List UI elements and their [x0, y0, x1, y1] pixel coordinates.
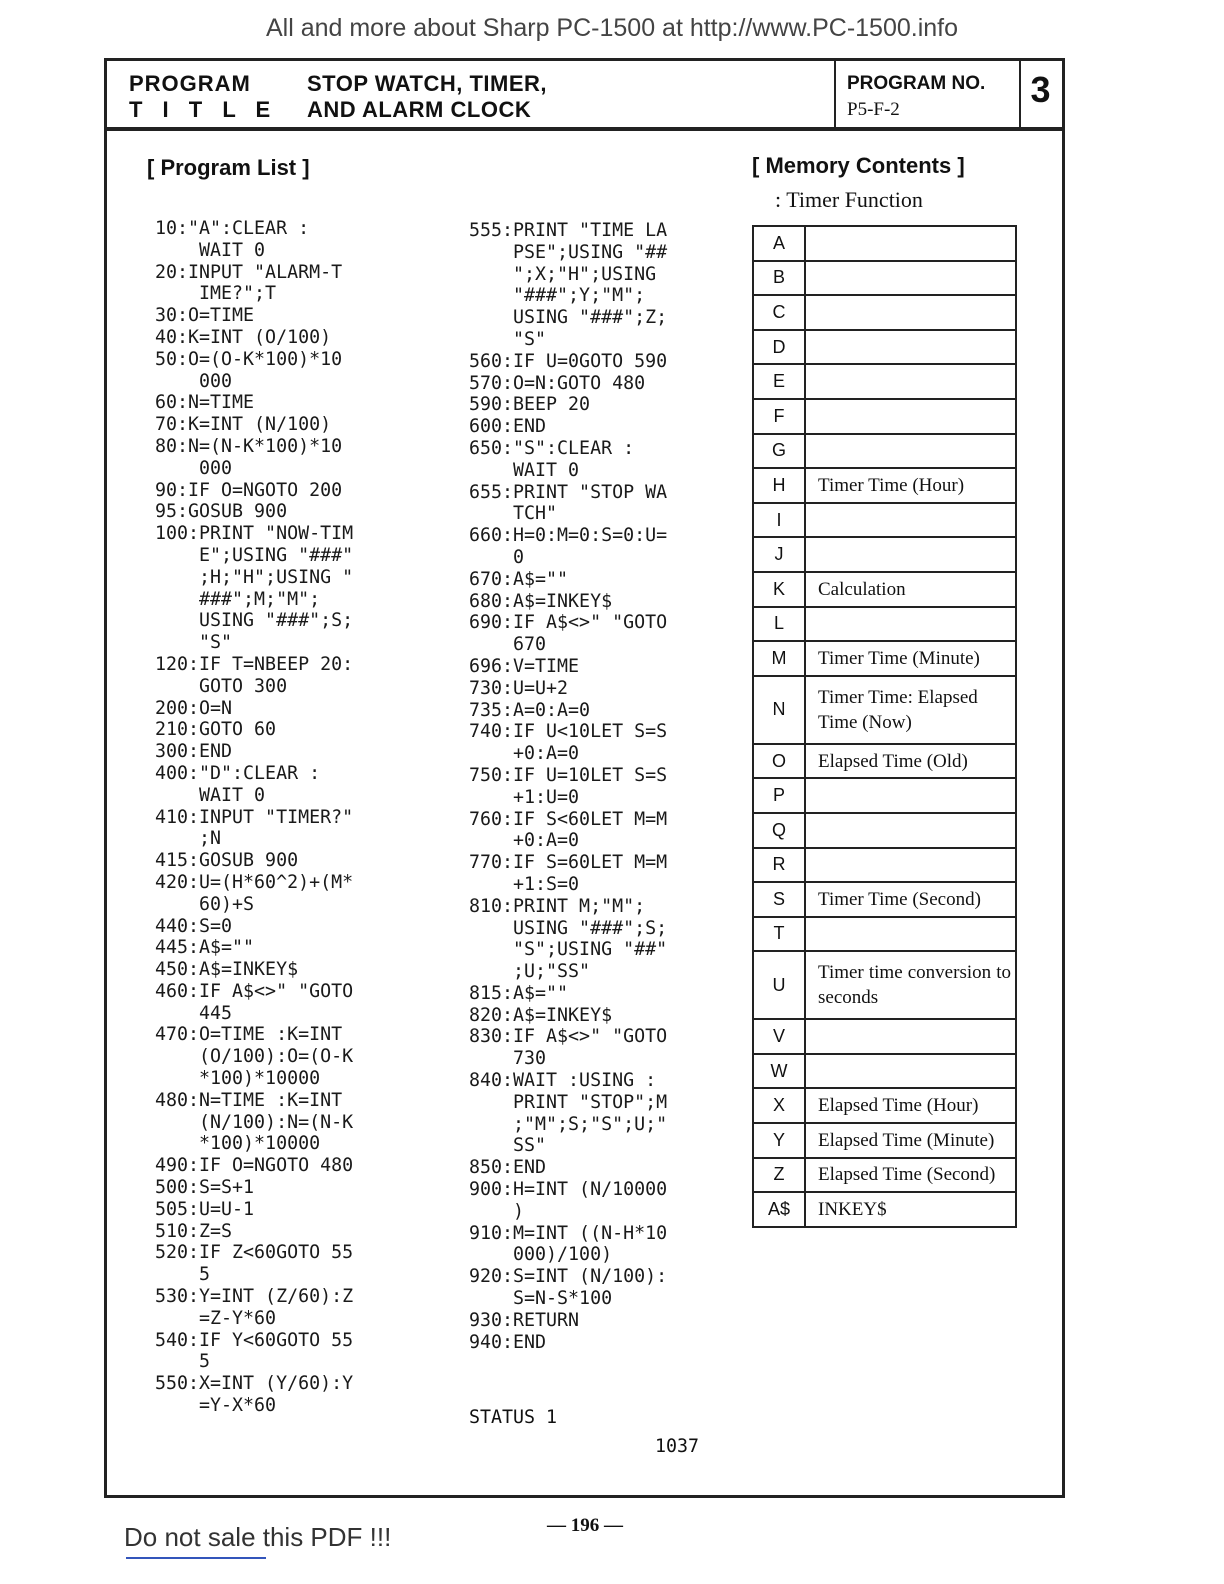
code-line: 910:M=INT ((N-H*10 [469, 1222, 668, 1244]
code-line: 5 [155, 1351, 211, 1373]
code-line: 300:END [155, 741, 233, 763]
memory-description: Elapsed Time (Hour) [805, 1088, 1016, 1123]
memory-row [753, 364, 1016, 399]
memory-description: Elapsed Time (Minute) [805, 1123, 1016, 1158]
code-line: 560:IF U=0GOTO 590 [469, 350, 668, 372]
code-line: 840:WAIT :USING : [469, 1070, 657, 1092]
memory-row [753, 778, 1016, 813]
code-line: 540:IF Y<60GOTO 55 [155, 1329, 354, 1351]
memory-row [753, 226, 1016, 261]
code-line: 830:IF A$<>" "GOTO [469, 1026, 668, 1048]
memory-variable: Z [753, 1158, 805, 1193]
code-line: ";X;"H";USING [469, 263, 657, 285]
memory-row [753, 434, 1016, 469]
memory-variable: J [753, 537, 805, 572]
program-listing-column-1 [155, 218, 353, 1417]
memory-row [753, 1123, 1016, 1158]
code-line: 696:V=TIME [469, 655, 580, 677]
memory-variable: K [753, 572, 805, 607]
memory-row [753, 503, 1016, 538]
code-line: 200:O=N [155, 697, 233, 719]
title-line-1: STOP WATCH, TIMER, [307, 71, 548, 96]
code-line: 530:Y=INT (Z/60):Z [155, 1286, 354, 1308]
memory-variable: B [753, 261, 805, 296]
code-line: 900:H=INT (N/10000 [469, 1179, 668, 1201]
memory-description [805, 399, 1016, 434]
code-line: 940:END [469, 1331, 547, 1353]
memory-description [805, 537, 1016, 572]
code-line: 60)+S [155, 893, 255, 915]
code-line: 670:A$="" [469, 568, 569, 590]
code-line: "S";USING "##" [469, 939, 668, 961]
code-line: WAIT 0 [155, 784, 266, 806]
status-label: STATUS 1 [469, 1407, 558, 1428]
memory-variable: C [753, 295, 805, 330]
code-line: 770:IF S=60LET M=M [469, 852, 668, 874]
memory-variable: I [753, 503, 805, 538]
code-line: 20:INPUT "ALARM-T [155, 261, 343, 283]
memory-variable: N [753, 676, 805, 744]
memory-row [753, 1054, 1016, 1089]
code-line: PSE";USING "## [469, 241, 668, 263]
code-line: 40:K=INT (O/100) [155, 326, 332, 348]
code-line: 850:END [469, 1157, 547, 1179]
label-line-2: T I T L E [129, 97, 278, 122]
code-line: +0:A=0 [469, 743, 580, 765]
memory-variable: O [753, 744, 805, 779]
memory-variable: R [753, 848, 805, 883]
memory-variable: A$ [753, 1192, 805, 1227]
code-line: PRINT "STOP";M [469, 1091, 668, 1113]
program-number-label: PROGRAM NO. [847, 73, 986, 94]
memory-description [805, 330, 1016, 365]
memory-row [753, 572, 1016, 607]
code-line: ;"M";S;"S";U;" [469, 1113, 668, 1135]
memory-row [753, 951, 1016, 1019]
code-line: *100)*10000 [155, 1068, 321, 1090]
memory-variable: S [753, 882, 805, 917]
memory-contents-table [752, 225, 1017, 1228]
code-line: GOTO 300 [155, 675, 288, 697]
memory-variable: W [753, 1054, 805, 1089]
memory-row [753, 1019, 1016, 1054]
code-line: 590:BEEP 20 [469, 394, 591, 416]
header-double-rule [107, 130, 1062, 131]
memory-row [753, 295, 1016, 330]
code-line: "S" [469, 328, 547, 350]
program-number-value: P5-F-2 [847, 99, 900, 120]
label-line-1: PROGRAM [129, 71, 251, 96]
code-line: 440:S=0 [155, 915, 233, 937]
code-line: ;H;"H";USING " [155, 566, 354, 588]
code-line: 505:U=U-1 [155, 1198, 255, 1220]
code-line: 120:IF T=NBEEP 20: [155, 653, 354, 675]
code-line: 0 [469, 546, 525, 568]
code-line: 650:"S":CLEAR : [469, 437, 635, 459]
code-line: (N/100):N=(N-K [155, 1111, 354, 1133]
memory-description [805, 1019, 1016, 1054]
code-line: 60:N=TIME [155, 392, 255, 414]
program-listing-column-2 [469, 220, 667, 1353]
code-line: 520:IF Z<60GOTO 55 [155, 1242, 354, 1264]
code-line: 730:U=U+2 [469, 677, 569, 699]
code-line: 410:INPUT "TIMER?" [155, 806, 354, 828]
memory-variable: U [753, 951, 805, 1019]
memory-variable: A [753, 226, 805, 261]
memory-description [805, 917, 1016, 952]
memory-row [753, 1192, 1016, 1227]
site-banner: All and more about Sharp PC-1500 at http://www.PC-1500.info [265, 14, 959, 42]
memory-description: Timer Time (Hour) [805, 468, 1016, 503]
memory-variable: F [753, 399, 805, 434]
code-line: 660:H=0:M=0:S=0:U= [469, 525, 668, 547]
memory-row [753, 676, 1016, 744]
code-line: USING "###";S; [155, 610, 354, 632]
memory-description: Timer Time (Minute) [805, 641, 1016, 676]
code-line: 760:IF S<60LET M=M [469, 808, 668, 830]
memory-subheading: : Timer Function [775, 187, 923, 212]
code-line: =Y-X*60 [155, 1395, 277, 1417]
header-divider [834, 61, 836, 127]
memory-description [805, 1054, 1016, 1089]
memory-row [753, 399, 1016, 434]
code-line: 570:O=N:GOTO 480 [469, 372, 646, 394]
code-line: 70:K=INT (N/100) [155, 414, 332, 436]
memory-variable: T [753, 917, 805, 952]
memory-variable: G [753, 434, 805, 469]
code-line: USING "###";S; [469, 917, 668, 939]
memory-variable: Y [753, 1123, 805, 1158]
memory-description [805, 813, 1016, 848]
code-line: WAIT 0 [469, 459, 580, 481]
code-line: 420:U=(H*60^2)+(M* [155, 871, 354, 893]
code-line: 400:"D":CLEAR : [155, 762, 321, 784]
code-line: (O/100):O=(O-K [155, 1046, 354, 1068]
memory-description: Timer Time (Second) [805, 882, 1016, 917]
code-line: 810:PRINT M;"M"; [469, 895, 646, 917]
code-line: 555:PRINT "TIME LA [469, 220, 668, 241]
memory-row [753, 330, 1016, 365]
memory-row [753, 607, 1016, 642]
memory-description [805, 295, 1016, 330]
code-line: USING "###";Z; [469, 307, 668, 329]
code-line: 480:N=TIME :K=INT [155, 1089, 343, 1111]
code-line: WAIT 0 [155, 239, 266, 261]
code-line: +1:U=0 [469, 786, 580, 808]
memory-description [805, 364, 1016, 399]
program-title [307, 71, 547, 123]
code-line: ;U;"SS" [469, 961, 591, 983]
page-index: 3 [1030, 69, 1051, 110]
code-line: 450:A$=INKEY$ [155, 959, 299, 981]
notice-underline [126, 1557, 266, 1559]
code-line: 655:PRINT "STOP WA [469, 481, 668, 503]
code-line: 750:IF U=10LET S=S [469, 764, 668, 786]
code-line: 90:IF O=NGOTO 200 [155, 479, 343, 501]
memory-row [753, 813, 1016, 848]
code-line: 445:A$="" [155, 937, 255, 959]
code-line: +1:S=0 [469, 873, 580, 895]
code-line: 470:O=TIME :K=INT [155, 1024, 343, 1046]
code-line: 415:GOSUB 900 [155, 850, 299, 872]
code-line: 210:GOTO 60 [155, 719, 277, 741]
program-number-block [847, 71, 985, 123]
memory-description: Calculation [805, 572, 1016, 607]
memory-description: Elapsed Time (Second) [805, 1158, 1016, 1193]
memory-row [753, 848, 1016, 883]
program-title-label [129, 71, 277, 123]
memory-description [805, 434, 1016, 469]
code-line: +0:A=0 [469, 830, 580, 852]
code-line: 95:GOSUB 900 [155, 501, 288, 523]
code-line: ;N [155, 828, 222, 850]
memory-variable: X [753, 1088, 805, 1123]
title-block [107, 61, 1062, 130]
code-line: 600:END [469, 416, 547, 438]
memory-variable: M [753, 641, 805, 676]
code-line: 550:X=INT (Y/60):Y [155, 1373, 354, 1395]
memory-contents-heading: [ Memory Contents ] [752, 153, 965, 178]
program-list-heading: [ Program List ] [147, 155, 310, 180]
code-line: 460:IF A$<>" "GOTO [155, 980, 354, 1002]
notice-text: Do not sale this PDF !!! [124, 1522, 392, 1552]
code-line: 920:S=INT (N/100): [469, 1266, 668, 1288]
code-line: 000 [155, 370, 233, 392]
status-value: 1037 [655, 1436, 700, 1457]
memory-row [753, 917, 1016, 952]
code-line: 670 [469, 634, 547, 656]
memory-description [805, 848, 1016, 883]
memory-row [753, 468, 1016, 503]
code-line: S=N-S*100 [469, 1288, 613, 1310]
memory-row [753, 261, 1016, 296]
code-line: 10:"A":CLEAR : [155, 218, 310, 239]
code-line: "S" [155, 632, 233, 654]
memory-description [805, 778, 1016, 813]
code-line: 490:IF O=NGOTO 480 [155, 1155, 354, 1177]
code-line: 815:A$="" [469, 982, 569, 1004]
page-number: — 196 — [547, 1515, 623, 1536]
memory-variable: L [753, 607, 805, 642]
memory-description: INKEY$ [805, 1192, 1016, 1227]
memory-description [805, 226, 1016, 261]
code-line: 820:A$=INKEY$ [469, 1004, 613, 1026]
memory-row [753, 1158, 1016, 1193]
code-line: 680:A$=INKEY$ [469, 590, 613, 612]
memory-variable: Q [753, 813, 805, 848]
memory-description: Timer time conversion to seconds [805, 951, 1016, 1019]
memory-row [753, 882, 1016, 917]
memory-description [805, 607, 1016, 642]
code-line: E";USING "###" [155, 544, 354, 566]
memory-row [753, 1088, 1016, 1123]
code-line: 000)/100) [469, 1244, 613, 1266]
memory-variable: E [753, 364, 805, 399]
code-line: IME?";T [155, 283, 277, 305]
memory-description: Elapsed Time (Old) [805, 744, 1016, 779]
code-line: "###";Y;"M"; [469, 285, 646, 307]
code-line: 730 [469, 1048, 547, 1070]
memory-variable: V [753, 1019, 805, 1054]
memory-variable: D [753, 330, 805, 365]
code-line: =Z-Y*60 [155, 1307, 277, 1329]
memory-row [753, 641, 1016, 676]
code-line: TCH" [469, 503, 558, 525]
code-line: *100)*10000 [155, 1133, 321, 1155]
code-line: 50:O=(O-K*100)*10 [155, 348, 343, 370]
memory-variable: P [753, 778, 805, 813]
memory-variable: H [753, 468, 805, 503]
memory-description [805, 261, 1016, 296]
code-line: 510:Z=S [155, 1220, 233, 1242]
code-line: 740:IF U<10LET S=S [469, 721, 668, 743]
code-line: 5 [155, 1264, 211, 1286]
code-line: 690:IF A$<>" "GOTO [469, 612, 668, 634]
code-line: 930:RETURN [469, 1309, 580, 1331]
memory-description: Timer Time: Elapsed Time (Now) [805, 676, 1016, 744]
code-line: SS" [469, 1135, 547, 1157]
memory-row [753, 537, 1016, 572]
code-line: ) [469, 1200, 525, 1222]
code-line: 735:A=0:A=0 [469, 699, 591, 721]
code-line: 445 [155, 1002, 233, 1024]
code-line: ###";M;"M"; [155, 588, 321, 610]
title-line-2: AND ALARM CLOCK [307, 97, 532, 122]
memory-row [753, 744, 1016, 779]
code-line: 500:S=S+1 [155, 1177, 255, 1199]
code-line: 30:O=TIME [155, 305, 255, 327]
memory-description [805, 503, 1016, 538]
code-line: 000 [155, 457, 233, 479]
code-line: 100:PRINT "NOW-TIM [155, 523, 354, 545]
code-line: 80:N=(N-K*100)*10 [155, 435, 343, 457]
program-sheet [104, 58, 1065, 1498]
